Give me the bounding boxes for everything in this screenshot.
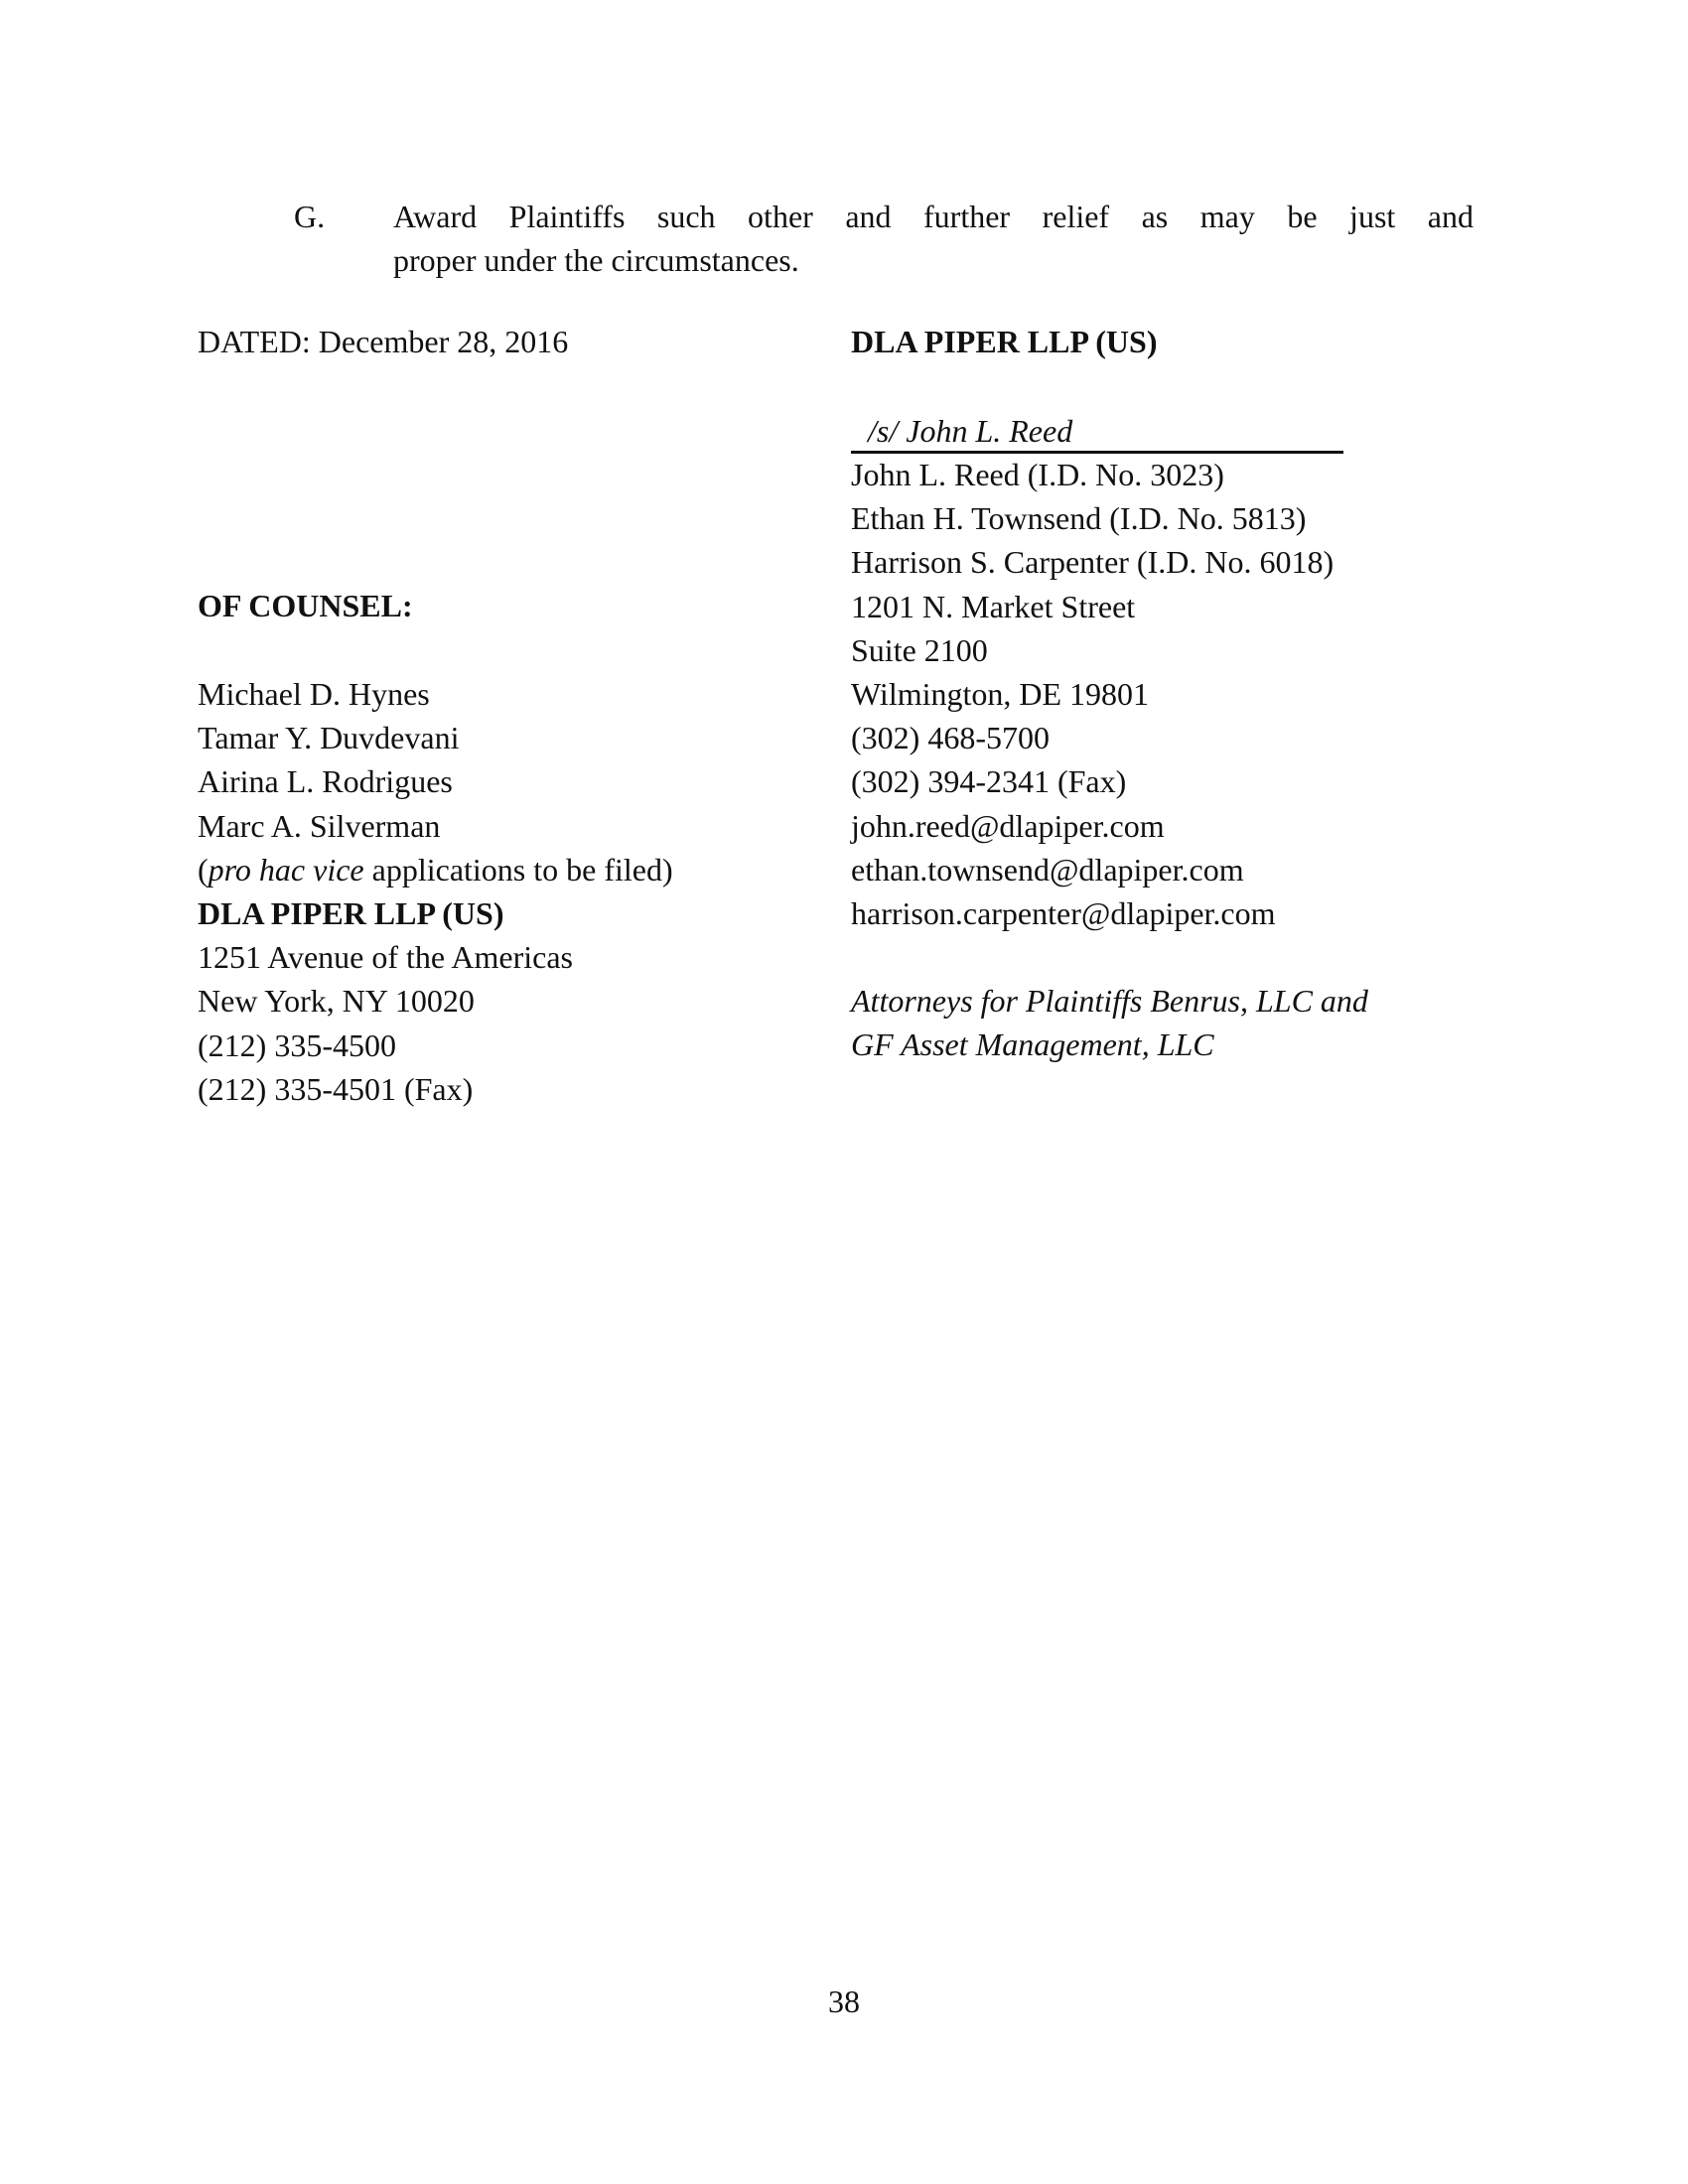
page-number: 38 — [828, 1983, 860, 2019]
address-line: Wilmington, DE 19801 — [851, 676, 1150, 713]
electronic-signature: /s/ John L. Reed — [868, 413, 1073, 449]
address-line: New York, NY 10020 — [198, 983, 475, 1020]
relief-item-text-line-1: Award Plaintiffs such other and further relief as may be just and — [393, 199, 1474, 234]
fax-line: (302) 394-2341 (Fax) — [851, 763, 1127, 800]
of-counsel-heading: OF COUNSEL: — [198, 588, 413, 623]
dated-line: DATED: December 28, 2016 — [198, 324, 569, 359]
delaware-counsel-block — [851, 453, 1368, 1067]
address-line: 1251 Avenue of the Americas — [198, 939, 573, 976]
email-line: ethan.townsend@dlapiper.com — [851, 851, 1244, 887]
counsel-line: Ethan H. Townsend (I.D. No. 5813) — [851, 500, 1307, 537]
counsel-name: Airina L. Rodrigues — [198, 763, 453, 800]
email-line: john.reed@dlapiper.com — [851, 807, 1165, 844]
phone-line: (212) 335-4500 — [198, 1026, 396, 1063]
pro-hac-vice-note — [198, 848, 673, 891]
attorneys-for-line-2: GF Asset Management, LLC — [851, 1026, 1214, 1063]
relief-item-label: G. — [294, 199, 326, 234]
phone-line: (302) 468-5700 — [851, 720, 1050, 756]
relief-paragraph — [294, 195, 1474, 282]
of-counsel-block — [198, 672, 673, 1111]
address-line: 1201 N. Market Street — [851, 588, 1136, 624]
paren-open: ( — [198, 851, 209, 887]
counsel-name: Tamar Y. Duvdevani — [198, 720, 460, 756]
pro-hac-vice-rest: applications to be filed) — [363, 851, 673, 887]
counsel-name: Marc A. Silverman — [198, 807, 441, 844]
counsel-line: Harrison S. Carpenter (I.D. No. 6018) — [851, 544, 1335, 581]
email-line: harrison.carpenter@dlapiper.com — [851, 895, 1276, 932]
counsel-name: Michael D. Hynes — [198, 676, 430, 712]
address-line: Suite 2100 — [851, 631, 988, 668]
relief-item-text-line-2: proper under the circumstances. — [393, 242, 799, 278]
firm-name-right: DLA PIPER LLP (US) — [851, 324, 1158, 359]
attorneys-for-line-1: Attorneys for Plaintiffs Benrus, LLC and — [851, 983, 1368, 1020]
counsel-line: John L. Reed (I.D. No. 3023) — [851, 457, 1224, 492]
pro-hac-vice-italic: pro hac vice — [208, 851, 364, 887]
firm-name-left: DLA PIPER LLP (US) — [198, 895, 504, 932]
fax-line: (212) 335-4501 (Fax) — [198, 1070, 474, 1107]
